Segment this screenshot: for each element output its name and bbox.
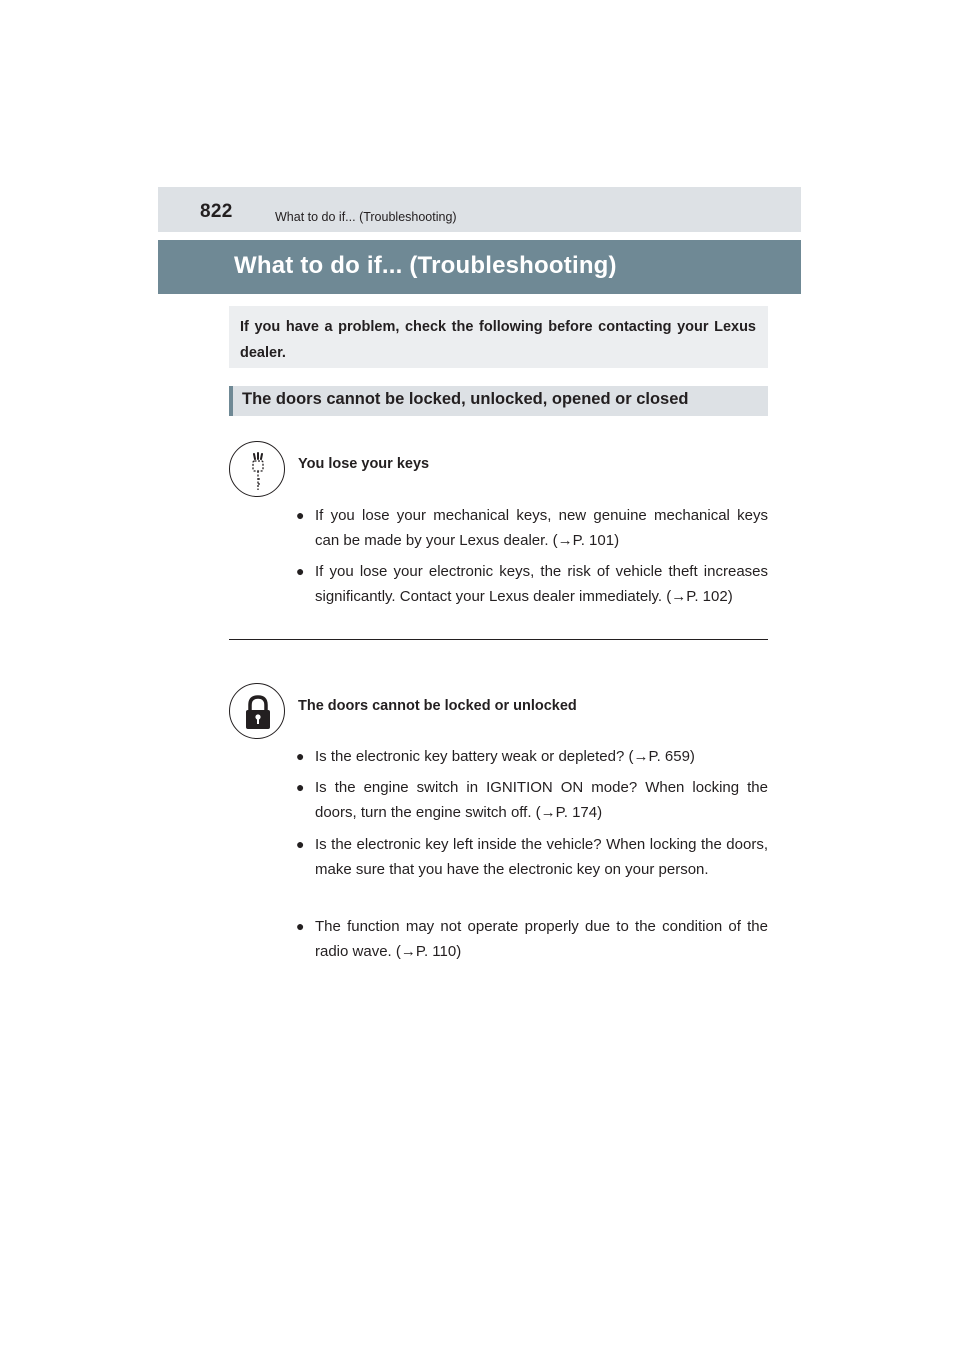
bullet-dot-icon: ● [296,748,305,764]
bullet-dot-icon: ● [296,836,305,852]
page-number: 822 [200,201,233,222]
intro-text: If you have a problem, check the following before contacting your Lexus dealer. [240,319,756,361]
intro-box [229,306,768,368]
section-heading: The doors cannot be locked, unlocked, opened or closed [229,386,768,416]
list-item: ● Is the engine switch in IGNITION ON mode? When locking the doors, turn the engine switch off. (→P. 174) [296,775,768,825]
page-title: What to do if... (Troubleshooting) [234,252,617,279]
key-icon [229,441,285,497]
bullet-dot-icon: ● [296,507,305,523]
divider [229,639,768,640]
list-item: ● The function may not operate properly due to the condition of the radio wave. (→P. 110) [296,914,768,964]
bullet-dot-icon: ● [296,563,305,579]
bullet-dot-icon: ● [296,918,305,934]
running-title: What to do if... (Troubleshooting) [275,210,457,224]
title-band [158,240,801,294]
group-heading-lost-keys: You lose your keys [298,456,430,472]
padlock-icon [229,683,285,739]
page-header [158,187,801,232]
list-item: ● If you lose your electronic keys, the risk of vehicle theft increases significantly. Contact your Lexus dealer immediately. (→P. 102) [296,559,768,609]
bullet-dot-icon: ● [296,779,305,795]
group-heading-doors-locked: The doors cannot be locked or unlocked [298,698,577,714]
list-item: ● Is the electronic key battery weak or depleted? (→P. 659) [296,744,768,769]
list-item: ● If you lose your mechanical keys, new genuine mechanical keys can be made by your Lexus dealer. (→P. 101) [296,503,768,553]
list-item: ● Is the electronic key left inside the vehicle? When locking the doors, make sure that you have the electronic key on your person. [296,832,768,882]
